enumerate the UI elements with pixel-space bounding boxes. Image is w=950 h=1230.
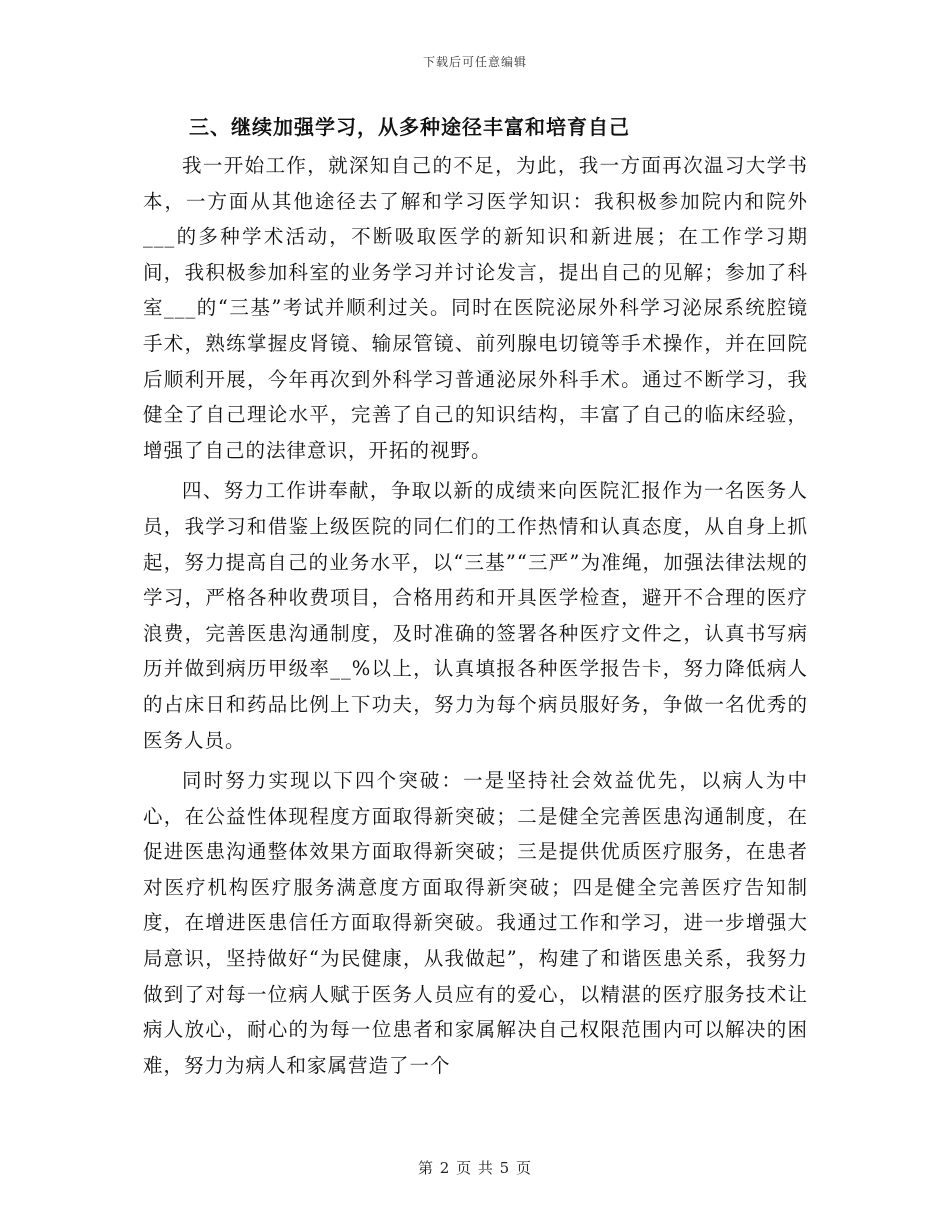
paragraph-study: 我一开始工作，就深知自己的不足，为此，我一方面再次温习大学书本，一方面从其他途径去了解和学习医学知识：我积极参加院内和院外___的多种学术活动，不断吸取医学的新知识和新进展；在工作学习期间，我积极参加科室的业务学习并讨论发言，提出自己的见解；参加了科室___的“三基”考试并顺利过关。同时在医院泌尿外科学习泌尿系统腔镜手术，熟练掌握皮肾镜、输尿管镜、前列腺电切镜等手术操作，并在回院后顺利开展，今年再次到外科学习普通泌尿外科手术。通过不断学习，我健全了自己理论水平，完善了自己的知识结构，丰富了自己的临床经验，增强了自己的法律意识，开拓的视野。 bbox=[143, 154, 808, 462]
paragraph-dedication: 四、努力工作讲奉献，争取以新的成绩来向医院汇报作为一名医务人员，我学习和借鉴上级医院的同仁们的工作热情和认真态度，从自身上抓起，努力提高自己的业务水平，以“三基”“三严”为准绳，加强法律法规的学习，严格各种收费项目，合格用药和开具医学检查，避开不合理的医疗浪费，完善医患沟通制度，及时准确的签署各种医疗文件之，认真书写病历并做到病历甲级率__%以上，认真填报各种医学报告卡，努力降低病人的占床日和药品比例上下功夫，努力为每个病员服好务，争做一名优秀的医务人员。 bbox=[143, 479, 808, 752]
page-number: 第 2 页 共 5 页 bbox=[418, 1159, 532, 1177]
paragraph-breakthroughs: 同时努力实现以下四个突破：一是坚持社会效益优先，以病人为中心，在公益性体现程度方面取得新突破；二是健全完善医患沟通制度，在促进医患沟通整体效果方面取得新突破；三是提供优质医疗服务，在患者对医疗机构医疗服务满意度方面取得新突破；四是健全完善医疗告知制度，在增进医患信任方面取得新突破。我通过工作和学习，进一步增强大局意识，坚持做好“为民健康，从我做起”，构建了和谐医患关系，我努力做到了对每一位病人赋于医务人员应有的爱心，以精湛的医疗服务技术让病人放心，耐心的为每一位患者和家属解决自己权限范围内可以解决的困难，努力为病人和家属营造了一个 bbox=[143, 769, 808, 1077]
document-body bbox=[143, 112, 808, 1083]
page-header-note: 下载后可任意编辑 bbox=[422, 55, 527, 69]
section-heading: 三、继续加强学习，从多种途径丰富和培育自己 bbox=[189, 115, 630, 139]
